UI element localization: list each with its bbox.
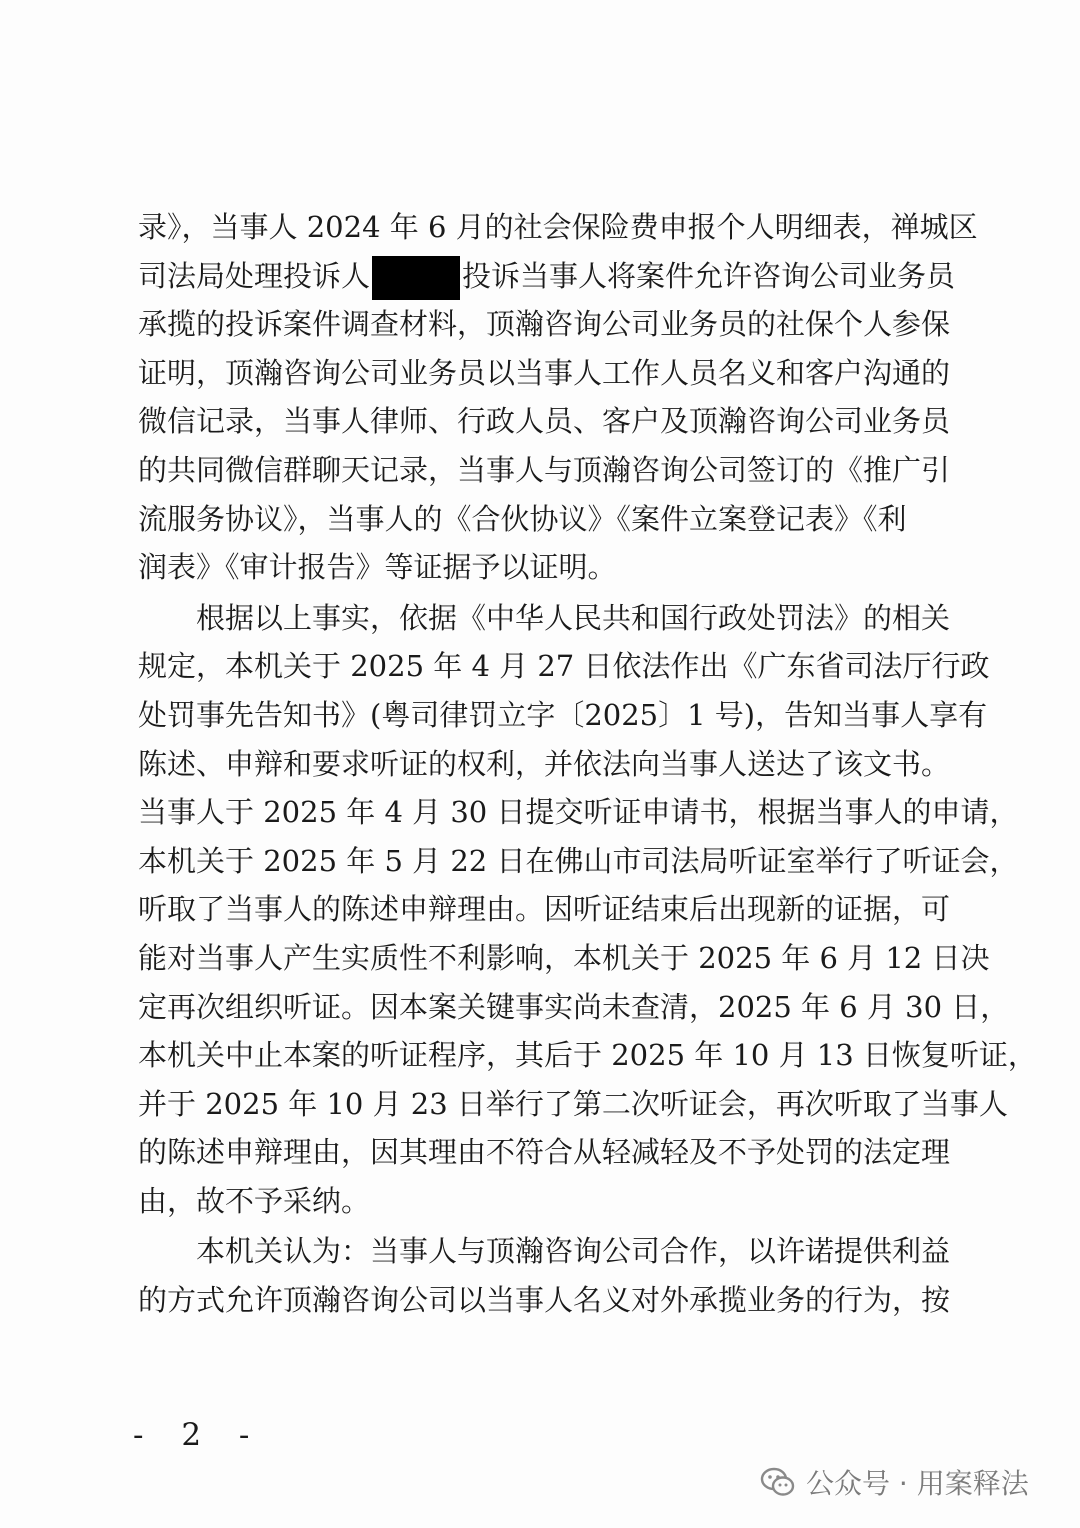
text-line: 规定，本机关于 2025 年 4 月 27 日依法作出《广东省司法厅行政	[138, 649, 990, 684]
text-line: 定再次组织听证。因本案关键事实尚未查清，2025 年 6 月 30 日，	[138, 989, 1010, 1024]
text-line: 处罚事先告知书》(粤司律罚立字〔2025〕1 号)，告知当事人享有	[138, 697, 988, 732]
watermark-text: 公众号 · 用案释法	[806, 1467, 1029, 1500]
text-line: 流服务协议》，当事人的《合伙协议》《案件立案登记表》《利	[138, 501, 907, 536]
text-line: 的共同微信群聊天记录，当事人与顶瀚咨询公司签订的《推广引	[138, 452, 951, 487]
text-line: 本机关中止本案的听证程序，其后于 2025 年 10 月 13 日恢复听证，	[138, 1038, 1037, 1073]
text-line: 的陈述申辩理由，因其理由不符合从轻减轻及不予处罚的法定理	[138, 1135, 951, 1170]
text-segment: 投诉当事人将案件允许咨询公司业务员	[462, 258, 956, 293]
text-line: 微信记录，当事人律师、行政人员、客户及顶瀚咨询公司业务员	[138, 404, 951, 439]
watermark	[758, 1462, 1029, 1502]
text-line: 由，故不予采纳。	[138, 1183, 371, 1218]
document-body	[138, 203, 1037, 1325]
text-line: 陈述、申辩和要求听证的权利，并依法向当事人送达了该文书。	[138, 746, 951, 781]
text-line: 本机关于 2025 年 5 月 22 日在佛山市司法局听证室举行了听证会，	[138, 843, 1019, 878]
text-line: 录》，当事人 2024 年 6 月的社会保险费申报个人明细表，禅城区	[138, 210, 978, 244]
text-line: 承揽的投诉案件调查材料，顶瀚咨询公司业务员的社保个人参保	[138, 307, 951, 342]
text-line-with-redaction	[138, 252, 968, 301]
text-line: 并于 2025 年 10 月 23 日举行了第二次听证会，再次听取了当事人	[138, 1086, 1008, 1121]
text-line: 本机关认为：当事人与顶瀚咨询公司合作，以许诺提供利益	[138, 1234, 951, 1269]
redaction-block	[372, 256, 460, 300]
page-number: - 2 -	[133, 1417, 264, 1453]
text-line: 能对当事人产生实质性不利影响，本机关于 2025 年 6 月 12 日决	[138, 940, 990, 975]
text-line: 当事人于 2025 年 4 月 30 日提交听证申请书，根据当事人的申请，	[138, 795, 1019, 830]
wechat-icon	[758, 1462, 798, 1502]
text-line: 听取了当事人的陈述申辩理由。因听证结束后出现新的证据，可	[138, 892, 951, 927]
text-line: 根据以上事实，依据《中华人民共和国行政处罚法》的相关	[138, 600, 951, 635]
text-line: 证明，顶瀚咨询公司业务员以当事人工作人员名义和客户沟通的	[138, 355, 951, 390]
text-segment: 司法局处理投诉人	[138, 258, 371, 293]
text-line: 的方式允许顶瀚咨询公司以当事人名义对外承揽业务的行为，按	[138, 1283, 951, 1318]
text-line: 润表》《审计报告》等证据予以证明。	[138, 550, 617, 585]
